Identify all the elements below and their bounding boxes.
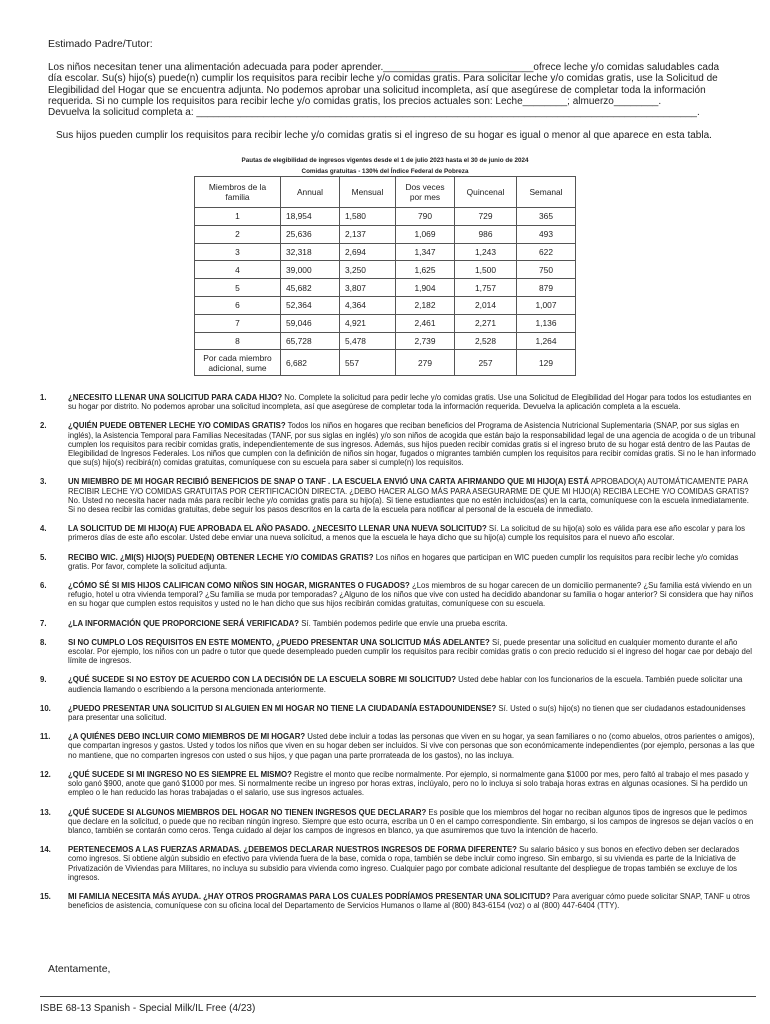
faq-number: 8.	[40, 637, 47, 647]
table-cell-income: 2,739	[396, 332, 455, 350]
faq-question: ¿CÓMO SÉ SI MIS HIJOS CALIFICAN COMO NIÑOS SIN HOGAR, MIGRANTES O FUGADOS?	[68, 581, 410, 591]
faq-item	[40, 808, 756, 836]
table-cell-income: 257	[455, 350, 517, 376]
faq-number: 9.	[40, 675, 47, 685]
table-cell-income: 1,500	[455, 261, 517, 279]
header-weekly: Semanal	[517, 177, 576, 208]
faq-question: RECIBO WIC. ¿MI(S) HIJO(S) PUEDE(N) OBTENER LECHE Y/O COMIDAS GRATIS?	[68, 552, 374, 562]
eligibility-statement: Sus hijos pueden cumplir los requisitos para recibir leche y/o comidas gratis si el ingreso de su hogar es igual o menor al que aparece en esta tabla.	[56, 130, 712, 141]
faq-item	[40, 704, 756, 722]
header-biweekly: Quincenal	[455, 177, 517, 208]
faq-item	[40, 675, 756, 693]
faq-item	[40, 732, 756, 760]
table-cell-income: 2,182	[396, 296, 455, 314]
table-header-row	[195, 177, 576, 208]
table-row	[195, 332, 576, 350]
faq-number: 7.	[40, 618, 47, 628]
table-row	[195, 350, 576, 376]
header-annual: Annual	[281, 177, 340, 208]
header-twice-monthly: Dos veces por mes	[396, 177, 455, 208]
table-cell-income: 790	[396, 208, 455, 226]
faq-question: UN MIEMBRO DE MI HOGAR RECIBIÓ BENEFICIOS DE SNAP O TANF . LA ESCUELA ENVIÓ UNA CARTA AFIRMANDO QUE MI HIJO(A) ESTÁ	[68, 477, 589, 487]
faq-item	[40, 638, 756, 666]
faq-item	[40, 477, 756, 514]
letter-closing: Atentamente,	[48, 963, 111, 975]
faq-question: ¿NECESITO LLENAR UNA SOLICITUD PARA CADA HIJO?	[68, 393, 283, 402]
faq-answer: Los niños en hogares que participan en WIC pueden cumplir los requisitos para recibir leche y/o comidas gratis. Por favor, complete la solicitud adjunta.	[68, 552, 739, 571]
table-subcaption: Comidas gratuitas - 130% del Índice Federal de Pobreza	[301, 168, 469, 175]
table-row	[195, 296, 576, 314]
table-cell-income: 3,250	[340, 261, 396, 279]
table-cell-income: 2,461	[396, 314, 455, 332]
table-caption: Pautas de elegibilidad de ingresos vigentes desde el 1 de julio 2023 hasta el 30 de junio de 2024	[241, 157, 529, 164]
table-cell-income: 1,347	[396, 243, 455, 261]
faq-number: 15.	[40, 891, 51, 901]
table-cell-income: 4,921	[340, 314, 396, 332]
table-cell-income: 493	[517, 225, 576, 243]
footer-divider	[40, 996, 756, 997]
faq-question: ¿QUÉ SUCEDE SI ALGUNOS MIEMBROS DEL HOGAR NO TIENEN INGRESOS QUE DECLARAR?	[68, 807, 427, 817]
faq-question: MI FAMILIA NECESITA MÁS AYUDA. ¿HAY OTROS PROGRAMAS PARA LOS CUALES PODRÍAMOS PRESENTAR UNA SOLICITUD?	[68, 891, 551, 901]
table-cell-income: 45,682	[281, 279, 340, 297]
table-cell-income: 32,318	[281, 243, 340, 261]
table-cell-income: 1,069	[396, 225, 455, 243]
faq-answer: ¿Los miembros de su hogar carecen de un domicilio permanente? ¿Su familia está viviendo en un refugio, hotel u otra vivienda temporal? ¿Su familia se muda por temporadas? ¿Alguno de los niños que vive con usted ha decidido abandonar su familia o hogar anterior? Si considera que hay niños en su hogar que cumplen estos requisitos y usted no le han dicho que sus hijos recibirán comidas gratuitas, comuníquese con su escuela.	[68, 581, 754, 609]
faq-item	[40, 770, 756, 798]
table-cell-household-size: 2	[195, 225, 281, 243]
table-row	[195, 314, 576, 332]
faq-number: 14.	[40, 845, 51, 855]
faq-number: 2.	[40, 421, 47, 431]
letter-intro	[48, 62, 738, 118]
table-cell-household-size: 1	[195, 208, 281, 226]
faq-list	[40, 393, 756, 920]
table-cell-income: 6,682	[281, 350, 340, 376]
faq-answer: Su salario básico y sus bonos en efectivo deben ser declarados como ingresos. Si obtiene algún subsidio en efectivo para vivienda fuera de la base, comida o ropa, también se debe incluir como ingreso. Sin embargo, si su vivienda es parte de la Iniciativa de Privatización de Viviendas para Militares, no incluya su subsidio para vivienda como ingreso. Cualquier pago por combate adicional resultante del despliegue de tropas también se excluye de los ingresos.	[68, 845, 740, 882]
faq-answer: Sí. La solicitud de su hijo(a) solo es válida para ese año escolar y para los primeros días de este año escolar. Usted debe enviar una nueva solicitud, a menos que la escuela le haya dicho que su hijo(a) cumple los requisitos para el nuevo año escolar.	[68, 524, 746, 543]
faq-question: ¿QUÉ SUCEDE SI MI INGRESO NO ES SIEMPRE EL MISMO?	[68, 769, 292, 779]
faq-question: PERTENECEMOS A LAS FUERZAS ARMADAS. ¿DEBEMOS DECLARAR NUESTROS INGRESOS DE FORMA DIFERENTE?	[68, 845, 517, 855]
faq-answer: Es posible que los miembros del hogar no reciban algunos tipos de ingresos que le pedimos que declare en la solicitud, o puede que no reciban ningún ingreso. Siempre que esto ocurra, escriba un 0 en el campo correspondiente. Sin embargo, si los campos de ingresos se dejan vacíos o en blanco, también se contarán como ceros. Tenga cuidado al dejar los campos de ingresos en blanco, ya que asumiremos que tuvo la intención de hacerlo.	[68, 807, 754, 835]
faq-item	[40, 421, 756, 467]
intro-line: día escolar. Su(s) hijo(s) puede(n) cumplir los requisitos para recibir leche y/o comidas gratis. Para solicitar leche y/o comidas gratis, use la Solicitud de	[48, 73, 718, 85]
table-cell-income: 365	[517, 208, 576, 226]
table-row	[195, 208, 576, 226]
faq-item	[40, 581, 756, 609]
faq-question: ¿QUIÉN PUEDE OBTENER LECHE Y/O COMIDAS GRATIS?	[68, 421, 286, 431]
table-cell-income: 3,807	[340, 279, 396, 297]
table-cell-income: 25,636	[281, 225, 340, 243]
faq-item	[40, 845, 756, 882]
table-cell-household-size: 3	[195, 243, 281, 261]
faq-question: ¿LA INFORMACIÓN QUE PROPORCIONE SERÁ VERIFICADA?	[68, 618, 300, 628]
faq-answer: No. Complete la solicitud para pedir leche y/o comidas gratis. Use una Solicitud de Elegibilidad del Hogar para todos los estudiantes en su hogar por distrito. No podemos aprobar una solicitud incompleta, así que asegúrese de completar toda la información requerida. Devuelva la aplicación completa a la escuela.	[68, 393, 752, 412]
table-cell-income: 986	[455, 225, 517, 243]
table-cell-income: 729	[455, 208, 517, 226]
faq-number: 1.	[40, 393, 47, 402]
table-cell-income: 2,137	[340, 225, 396, 243]
faq-question: ¿A QUIÉNES DEBO INCLUIR COMO MIEMBROS DE MI HOGAR?	[68, 732, 306, 742]
table-row	[195, 261, 576, 279]
faq-number: 6.	[40, 581, 47, 591]
table-cell-income: 1,136	[517, 314, 576, 332]
table-cell-income: 279	[396, 350, 455, 376]
table-cell-income: 750	[517, 261, 576, 279]
table-cell-income: 879	[517, 279, 576, 297]
faq-number: 5.	[40, 552, 47, 562]
faq-question: LA SOLICITUD DE MI HIJO(A) FUE APROBADA EL AÑO PASADO. ¿NECESITO LLENAR UNA NUEVA SOLICITUD?	[68, 524, 487, 534]
faq-answer: Para averiguar cómo puede solicitar SNAP, TANF u otros beneficios de asistencia, comuníquese con su oficina local del Departamento de Servicios Humanos o llame al (800) 843-6154 (voz) o al (800) 447-6404 (TTY).	[68, 891, 750, 911]
faq-number: 13.	[40, 807, 51, 817]
faq-answer: Registre el monto que recibe normalmente. Por ejemplo, si normalmente gana $1000 por mes, pero faltó al trabajo el mes pasado y solo ganó $900, anote que ganó $1000 por mes. Si normalmente recibe un ingreso por horas extras, inclúyalo, pero no lo incluya si solo trabaja horas extras en algunas ocasiones. Si ha perdido un empleo o le han reducido las horas trabajadas o el salario, use sus ingresos actuales.	[68, 769, 749, 798]
income-eligibility-table	[194, 176, 576, 376]
table-cell-household-size: 4	[195, 261, 281, 279]
intro-line: Los niños necesitan tener una alimentación adecuada para poder aprender.___________________________ofrece leche y/o comidas saludables cada	[48, 62, 720, 73]
table-cell-income: 1,580	[340, 208, 396, 226]
table-cell-household-size: 6	[195, 296, 281, 314]
table-cell-income: 1,904	[396, 279, 455, 297]
table-cell-income: 39,000	[281, 261, 340, 279]
header-household-size: Miembros de la familia	[195, 177, 281, 208]
table-cell-income: 2,271	[455, 314, 517, 332]
table-cell-household-size: 5	[195, 279, 281, 297]
table-row	[195, 225, 576, 243]
faq-answer: Sí. También podemos pedirle que envíe una prueba escrita.	[299, 618, 508, 628]
faq-item	[40, 619, 756, 628]
table-cell-income: 1,264	[517, 332, 576, 350]
table-cell-income: 557	[340, 350, 396, 376]
table-cell-income: 1,243	[455, 243, 517, 261]
faq-number: 12.	[40, 769, 51, 779]
faq-answer: Sí. Usted o su(s) hijo(s) no tienen que ser ciudadanos estadounidenses para presentar una solicitud.	[68, 703, 746, 723]
table-cell-household-size: 7	[195, 314, 281, 332]
faq-question: SI NO CUMPLO LOS REQUISITOS EN ESTE MOMENTO, ¿PUEDO PRESENTAR UNA SOLICITUD MÁS ADELANTE?	[68, 637, 490, 647]
faq-number: 4.	[40, 524, 47, 534]
header-monthly: Mensual	[340, 177, 396, 208]
table-cell-income: 1,007	[517, 296, 576, 314]
table-cell-household-size: Por cada miembro adicional, sume	[195, 350, 281, 376]
faq-item	[40, 553, 756, 571]
table-cell-income: 2,694	[340, 243, 396, 261]
table-cell-income: 52,364	[281, 296, 340, 314]
table-row	[195, 279, 576, 297]
faq-item	[40, 892, 756, 910]
faq-number: 10.	[40, 703, 51, 713]
faq-answer: APROBADO(A) AUTOMÁTICAMENTE PARA RECIBIR LECHE Y/O COMIDAS GRATUITAS POR CERTIFICACIÓN DIRECTA. ¿DEBO HACER ALGO MÁS PARA ASEGURARME DE QUE MI HIJO(A) RECIBA LECHE Y/O COMIDAS GRATIS? No. Usted no necesita hacer nada más para recibir leche y/o comidas gratis para su hijo(a). Si tiene estudiantes que no estén incluidos(as) en la carta, comuníquese con la escuela inmediatamente. Si no desea recibir las comidas gratuitas, debe seguir los pasos descritos en la carta de la escuela para notificar al personal de la escuela de inmediato.	[68, 477, 749, 515]
intro-line: requerida. Si no cumple los requisitos para recibir leche y/o comidas gratis, los precios actuales son: Leche________; almuerzo________.	[48, 95, 662, 107]
table-cell-income: 59,046	[281, 314, 340, 332]
table-cell-income: 2,014	[455, 296, 517, 314]
letter-greeting: Estimado Padre/Tutor:	[48, 38, 153, 50]
table-cell-income: 129	[517, 350, 576, 376]
intro-line: Elegibilidad del Hogar que se encuentra adjunta. No podemos aprobar una solicitud incompleta, así que asegúrese de completar toda la información	[48, 84, 706, 96]
table-cell-household-size: 8	[195, 332, 281, 350]
faq-answer: Usted debe hablar con los funcionarios de la escuela. También puede solicitar una audiencia llamando o escribiendo a la persona mencionada anteriormente.	[68, 675, 743, 694]
form-footer: ISBE 68-13 Spanish - Special Milk/IL Free (4/23)	[40, 1003, 256, 1014]
table-cell-income: 1,625	[396, 261, 455, 279]
faq-item	[40, 393, 756, 411]
faq-answer: Usted debe incluir a todas las personas que viven en su hogar, ya sean familiares o no (como abuelos, otros parientes o amigos), que compartan ingresos y gastos. Usted y todos los niños que viven en su hogar deben ser incluidos. Si vive con personas que son económicamente independientes (por ejemplo, personas a las que no mantiene, que no comparten ingresos con usted o sus hijos, y que pagan una parte prorrateada de los gastos), no las incluya.	[68, 732, 755, 760]
table-cell-income: 5,478	[340, 332, 396, 350]
table-cell-income: 1,757	[455, 279, 517, 297]
faq-number: 11.	[40, 732, 51, 742]
faq-number: 3.	[40, 477, 47, 487]
faq-question: ¿QUÉ SUCEDE SI NO ESTOY DE ACUERDO CON LA DECISIÓN DE LA ESCUELA SOBRE MI SOLICITUD?	[68, 675, 457, 685]
table-cell-income: 18,954	[281, 208, 340, 226]
table-row	[195, 243, 576, 261]
intro-line: Devuelva la solicitud completa a: __________________________________________________________________________________________.	[48, 107, 700, 119]
table-cell-income: 65,728	[281, 332, 340, 350]
faq-question: ¿PUEDO PRESENTAR UNA SOLICITUD SI ALGUIEN EN MI HOGAR NO TIENE LA CIUDADANÍA ESTADOUNIDENSE?	[68, 703, 497, 713]
faq-answer: Sí, puede presentar una solicitud en cualquier momento durante el año escolar. Por ejemplo, los niños con un padre o tutor que quede desempleado pueden cumplir los requisitos para recibir comidas gratis o con precio reducido si el ingreso del hogar cae por debajo del límite de ingresos.	[68, 637, 752, 666]
faq-item	[40, 524, 756, 542]
faq-answer: Todos los niños en hogares que reciban beneficios del Programa de Asistencia Nutricional Suplementaria (SNAP, por sus siglas en inglés), la Asistencia Temporal para Familias Necesitadas (TANF, por sus siglas en inglés) y/o son niños de acogida que están bajo la responsabilidad legal de una agencia de acogida o de un tribunal cumplen los requisitos para recibir comidas gratis, independientemente de sus ingresos. Además, sus hijos pueden recibir comidas gratis si el ingreso bruto de su hogar está dentro de las Pautas de Elegibilidad de Ingresos Federales. Los niños que cumplen con la definición de niños sin hogar, fugados o migrantes también cumplen los requisitos para recibir comidas gratis. Si no le han informado que su(s) hijo(s) recibirá(n) comidas gratuitas, comuníquese con su escuela para saber si cumple(n) los requisitos.	[68, 421, 756, 468]
table-cell-income: 622	[517, 243, 576, 261]
table-cell-income: 4,364	[340, 296, 396, 314]
table-cell-income: 2,528	[455, 332, 517, 350]
